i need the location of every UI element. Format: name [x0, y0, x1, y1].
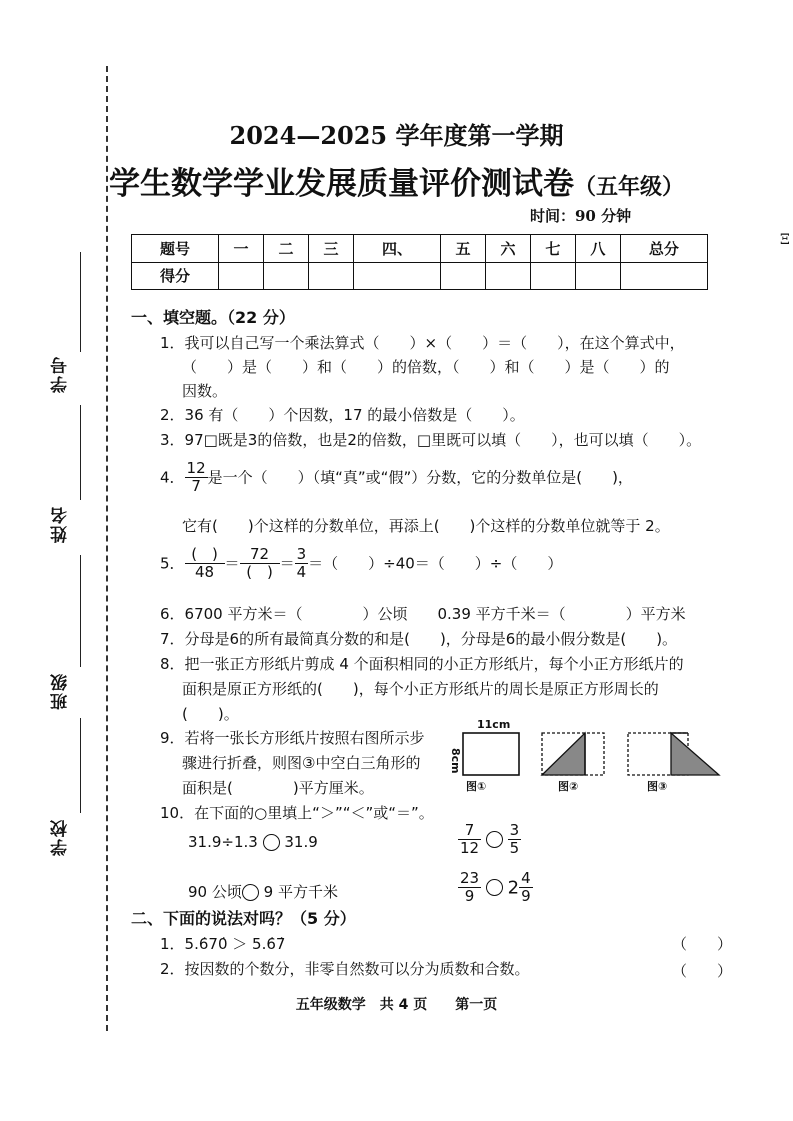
- question-8-line1: 8．把一张正方形纸片剪成 4 个面积相同的小正方形纸片，每个小正方形纸片的: [160, 655, 684, 673]
- judge-answer-2[interactable]: （ ）: [672, 962, 733, 980]
- question-10-c: [188, 881, 338, 902]
- score-cell[interactable]: [530, 262, 575, 290]
- side-label-name: 姓名: [51, 505, 71, 543]
- question-9-line2: 骤进行折叠，则图③中空白三角形的: [182, 754, 421, 772]
- equals-sign: ＝: [224, 554, 240, 573]
- question-10-d: [458, 870, 533, 906]
- score-cell[interactable]: [485, 262, 530, 290]
- fraction-numerator: 3: [296, 545, 307, 563]
- question-4-text: 是一个（ ）（填“真”或“假”）分数，它的分数单位是( )，: [207, 468, 633, 487]
- side-label-class: 班级: [51, 672, 71, 710]
- score-header-row: [132, 235, 708, 263]
- side-underline-number: [80, 252, 81, 352]
- score-cell[interactable]: [620, 262, 707, 290]
- judge-question-2: 2．按因数的个数分，非零自然数可以分为质数和合数。: [160, 960, 530, 978]
- equals-sign: ＝: [279, 554, 295, 573]
- question-10: 10．在下面的○里填上“＞”“＜”或“＝”。: [160, 804, 434, 822]
- figure-1-caption: 图①: [466, 780, 487, 793]
- fraction-denominator: 9: [521, 887, 531, 906]
- question-6: 6．6700 平方米＝（ ）公顷 0.39 平方千米＝（ ）平方米: [160, 605, 686, 623]
- page-footer: 五年级数学 共 4 页 第一页: [295, 997, 498, 1013]
- question-2: 2．36 有（ ）个因数，17 的最小倍数是（ ）。: [160, 406, 525, 424]
- figure-height-label: 8cm: [449, 748, 462, 774]
- score-header-cell: 总分: [620, 235, 707, 263]
- main-title: [0, 158, 793, 203]
- fraction-numerator: ( ): [185, 546, 225, 564]
- question-9-line1: 9．若将一张长方形纸片按照右图所示步: [160, 729, 425, 747]
- fraction-denominator: 4: [296, 563, 307, 582]
- score-cell[interactable]: [441, 262, 486, 290]
- year-title: 2024—2025 学年度第一学期: [229, 121, 564, 150]
- fraction-denominator: 5: [509, 839, 520, 858]
- fraction-numerator: 7: [458, 822, 481, 840]
- question-4-number: 4．: [160, 468, 185, 487]
- folding-figures: [455, 725, 730, 785]
- stray-mark: Ξ: [780, 232, 790, 248]
- question-8-line2: 面积是原正方形纸的( )，每个小正方形纸片的周长是原正方形周长的: [182, 680, 659, 698]
- judge-question-1: 1．5.6̇70̇ ＞ 5.6̇7̇: [160, 935, 286, 953]
- score-cell[interactable]: [264, 262, 309, 290]
- figure-3-triangle: [671, 733, 719, 775]
- fraction-23-9: [458, 870, 481, 906]
- question-4: [160, 460, 633, 496]
- score-row: [132, 262, 708, 290]
- fraction-denominator: 7: [191, 477, 201, 496]
- score-cell[interactable]: [219, 262, 264, 290]
- question-1-line3: 因数。: [182, 382, 228, 400]
- question-1-line2: （ ）是（ ）和（ ）的倍数，（ ）和（ ）是（ ）的: [182, 358, 670, 376]
- compare-left: 31.9÷1.3: [188, 833, 258, 851]
- compare-circle[interactable]: [486, 879, 503, 896]
- score-header-cell: 二: [264, 235, 309, 263]
- question-8-line3: ( )。: [182, 705, 239, 723]
- grade-label: （五年级）: [573, 174, 684, 200]
- score-header-cell: 七: [530, 235, 575, 263]
- figure-1-rectangle: [463, 733, 519, 775]
- side-label-number: 学号: [51, 355, 71, 393]
- fraction-12-7: [185, 460, 208, 496]
- fraction-3-4: [295, 546, 309, 582]
- fraction-7-12: [458, 822, 481, 858]
- fraction-3-5: [508, 822, 522, 858]
- section2-title: 二、下面的说法对吗？（5 分）: [131, 909, 356, 928]
- figure-3-caption: 图③: [647, 780, 668, 793]
- fraction-numerator: 72: [240, 546, 280, 564]
- question-7: 7．分母是6的所有最简真分数的和是( )，分母是6的最小假分数是( )。: [160, 630, 678, 648]
- question-5: [160, 546, 562, 582]
- score-header-cell: 题号: [132, 235, 219, 263]
- fraction-numerator: 4: [521, 869, 531, 887]
- compare-right: 9 平方千米: [263, 883, 338, 901]
- question-1-line1: 1．我可以自己写一个乘法算式（ ）×（ ）＝（ ），在这个算式中，: [160, 334, 685, 352]
- question-10-b: [458, 822, 521, 858]
- score-header-cell: 四、: [353, 235, 440, 263]
- judge-answer-1[interactable]: （ ）: [672, 935, 733, 953]
- question-5-rest: ＝（ ）÷40＝（ ）÷（ ）: [308, 554, 563, 573]
- figure-width-label: 11cm: [477, 718, 511, 731]
- fraction-numerator: 23: [460, 869, 480, 887]
- fraction-72-blank: [240, 546, 280, 582]
- side-underline-class: [80, 555, 81, 667]
- question-4-line2: 它有( )个这样的分数单位，再添上( )个这样的分数单位就等于 2。: [182, 517, 670, 535]
- score-header-cell: 三: [308, 235, 353, 263]
- fraction-numerator: 3: [509, 821, 520, 839]
- score-header-cell: 一: [219, 235, 264, 263]
- figure-2-caption: 图②: [558, 780, 579, 793]
- question-10-a: [188, 833, 318, 851]
- mixed-whole: 2: [507, 877, 520, 899]
- question-5-number: 5．: [160, 554, 185, 573]
- side-underline-name: [80, 405, 81, 500]
- fraction-denominator: 12: [460, 839, 480, 858]
- section1-title: 一、填空题。（22 分）: [131, 308, 295, 327]
- main-title-text: 学生数学学业发展质量评价测试卷: [108, 166, 574, 202]
- compare-left: 90 公顷: [188, 883, 242, 901]
- compare-right: 31.9: [284, 833, 318, 851]
- compare-circle[interactable]: [486, 831, 503, 848]
- score-header-cell: 五: [441, 235, 486, 263]
- score-header-cell: 八: [575, 235, 620, 263]
- compare-circle[interactable]: [242, 884, 259, 901]
- fraction-denominator: 9: [464, 887, 475, 906]
- score-cell[interactable]: [308, 262, 353, 290]
- fraction-denominator: 48: [195, 563, 215, 582]
- binding-dashed-line: [106, 66, 108, 1031]
- score-cell[interactable]: [575, 262, 620, 290]
- score-table: [131, 234, 708, 290]
- side-underline-school: [80, 718, 81, 813]
- side-label-school: 学校: [51, 818, 71, 856]
- fraction-numerator: 12: [186, 459, 206, 477]
- score-cell[interactable]: [353, 262, 440, 290]
- fraction-denominator: ( ): [246, 563, 273, 582]
- score-header-cell: 六: [485, 235, 530, 263]
- question-9-line3: 面积是( )平方厘米。: [182, 779, 374, 797]
- score-row-label: 得分: [132, 262, 219, 290]
- compare-circle[interactable]: [263, 834, 280, 851]
- question-3: 3．97□既是3的倍数，也是2的倍数，□里既可以填（ ），也可以填（ ）。: [160, 431, 702, 449]
- figure-2-triangle: [542, 733, 585, 775]
- fraction-blank-48: [185, 546, 225, 582]
- fraction-4-9: [519, 870, 533, 906]
- time-label: 时间：90 分钟: [530, 207, 632, 225]
